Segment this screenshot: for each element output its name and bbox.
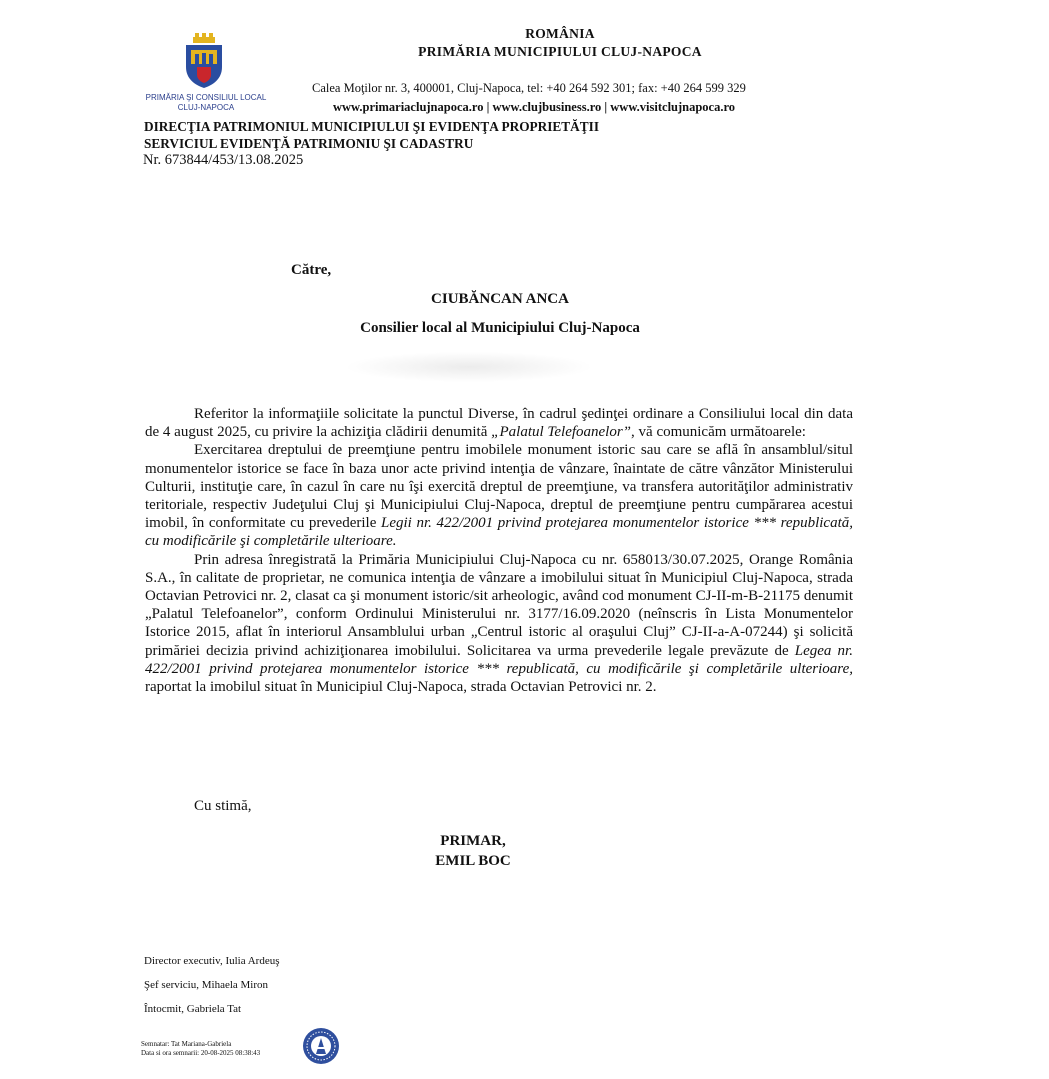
redacted-area: [348, 352, 590, 382]
closing: Cu stimă,: [194, 798, 252, 814]
paragraph-2: [145, 441, 853, 550]
city-crest-logo: [183, 33, 225, 89]
logo-caption: [138, 93, 274, 113]
signature-title: PRIMAR,: [440, 833, 506, 849]
registration-number: Nr. 673844/453/13.08.2025: [143, 152, 304, 168]
department-name: DIRECŢIA PATRIMONIUL MUNICIPIULUI ŞI EVIDENŢA PROPRIETĂŢII: [144, 119, 599, 134]
department-block: [144, 118, 599, 152]
paragraph-3: [145, 551, 853, 697]
footer-director: Director executiv, Iulia Ardeuş: [144, 955, 280, 967]
letter-body: [145, 405, 853, 696]
paragraph-2-italic: Legii nr. 422/2001 privind protejarea monumentelor istorice *** republicată, cu modificările şi completările ulterioare.: [145, 515, 853, 550]
paragraph-2-text: Exercitarea dreptului de preemţiune pentru imobilele monument istoric sau care se află în ansamblul/situl monumentelor istorice se face în baza unor acte privind intenţia de vânzare, înaintate de către vânzător Ministerului Culturii, instituţie care, în cazul în care nu îşi exercită dreptul de preemţiune, va transfera autorităţilor administrativ teritoriale, respectiv Judeţului Cluj şi Municipiului Cluj-Napoca, dreptul de preemţiune pentru cumpărarea acestui imobil, în conformitate cu prevederile: [145, 442, 853, 532]
logo-caption-line2: CLUJ-NAPOCA: [177, 103, 235, 112]
paragraph-1: [145, 405, 853, 441]
footer-chief: Şef serviciu, Mihaela Miron: [144, 979, 269, 991]
electronic-signature: [141, 1040, 260, 1058]
header-country: ROMÂNIA: [525, 26, 595, 41]
addressee-name: CIUBĂNCAN ANCA: [431, 291, 569, 307]
paragraph-1-italic: „Palatul Telefoanelor”: [491, 424, 632, 441]
service-name: SERVICIUL EVIDENŢĂ PATRIMONIU ŞI CADASTRU: [144, 136, 474, 151]
esig-signer: Semnatar: Tat Mariana-Gabriela: [141, 1040, 232, 1048]
paragraph-3-end: raportat la imobilul situat în Municipiul Cluj-Napoca, strada Octavian Petrovici nr. 2.: [145, 679, 657, 696]
paragraph-3-italic: Legea nr. 422/2001 privind protejarea monumentelor istorice *** republicată, cu modificările şi completările ulterioare,: [145, 642, 853, 677]
paragraph-3-text: Prin adresa înregistrată la Primăria Municipiului Cluj-Napoca cu nr. 658013/30.07.2025, Orange România S.A., în calitate de proprietar, ne comunica intenţia de vânzare a imobilului situat în Municipiul Cluj-Napoca, strada Octavian Petrovici nr. 2, clasat ca şi monument istoric/sit arheologic, având cod monument CJ-II-m-B-21175 denumit „Palatul Telefoanelor”, conform Ordinului Ministerului nr. 3177/16.09.2020 (neînscris în Lista Monumentelor Istorice 2015, aflat în interiorul Ansamblului urban „Centrul istoric al oraşului Cluj” CJ-II-a-A-07244) şi solicită primăriei decizia privind achiziţionarea imobilului. Solicitarea va urma prevederile legale prevăzute de: [145, 551, 853, 659]
esig-datetime: Data si ora semnarii: 20-08-2025 08:38:43: [141, 1049, 261, 1057]
seal-icon: [302, 1027, 340, 1065]
paragraph-1-end: , vă comunicăm următoarele:: [631, 424, 806, 441]
header-address: Calea Moţilor nr. 3, 400001, Cluj-Napoca, tel: +40 264 592 301; fax: +40 264 599 329: [312, 81, 746, 95]
paragraph-1-text: Referitor la informaţiile solicitate la punctul Diverse, în cadrul şedinţei ordinare a Consiliului local din data de 4 august 2025, cu privire la achiziţia clădirii denumită: [145, 406, 853, 441]
footer-drafted: Întocmit, Gabriela Tat: [144, 1003, 242, 1015]
header-institution: PRIMĂRIA MUNICIPIULUI CLUJ-NAPOCA: [418, 44, 702, 59]
signature-name: EMIL BOC: [435, 853, 511, 869]
addressee-role: Consilier local al Municipiului Cluj-Napoca: [360, 320, 640, 336]
header-websites: www.primariaclujnapoca.ro | www.clujbusiness.ro | www.visitclujnapoca.ro: [333, 100, 736, 114]
salutation: Către,: [291, 262, 332, 278]
logo-caption-line1: PRIMĂRIA ŞI CONSILIUL LOCAL: [145, 93, 267, 102]
